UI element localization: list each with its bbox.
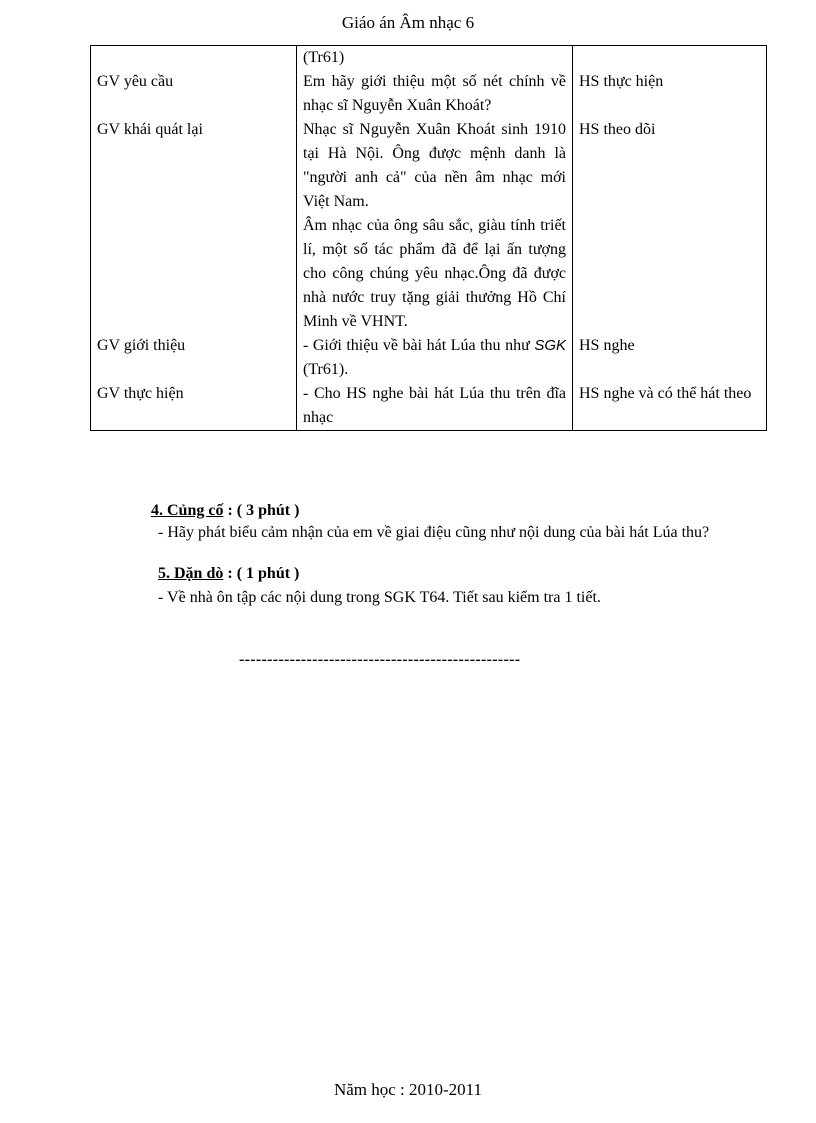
table-row — [91, 70, 767, 118]
teacher-cell: GV yêu cầu — [91, 70, 297, 118]
content-italic: SGK — [534, 337, 566, 354]
teacher-cell: GV giới thiệu — [91, 334, 297, 382]
section-5-heading — [158, 563, 816, 585]
teacher-cell: GV khái quát lại — [91, 118, 297, 334]
student-cell: HS theo dõi — [573, 118, 767, 334]
content-cell: Em hãy giới thiệu một số nét chính về nhạc sĩ Nguyễn Xuân Khoát? — [297, 70, 573, 118]
content-cell: - Cho HS nghe bài hát Lúa thu trên đĩa nhạc — [297, 382, 573, 431]
content-cell: (Tr61) — [297, 46, 573, 71]
table-row — [91, 334, 767, 382]
teacher-cell — [91, 46, 297, 71]
section-4-heading — [151, 500, 816, 522]
page-header: Giáo án Âm nhạc 6 — [341, 13, 475, 32]
teacher-cell: GV thực hiện — [91, 382, 297, 431]
content-cell — [297, 334, 573, 382]
lesson-table — [90, 45, 767, 431]
student-cell: HS nghe — [573, 334, 767, 382]
section-4-body: - Hãy phát biểu cảm nhận của em về giai điệu cũng như nội dung của bài hát Lúa thu? — [158, 524, 710, 541]
section-5-time: : ( 1 phút ) — [227, 565, 300, 582]
content-paragraph: Nhạc sĩ Nguyễn Xuân Khoát sinh 1910 tại Hà Nội. Ông được mệnh danh là "người anh cả" của nền âm nhạc mới Việt Nam. — [303, 121, 566, 210]
section-5-body: - Về nhà ôn tập các nội dung trong SGK T64. Tiết sau kiểm tra 1 tiết. — [158, 589, 601, 606]
section-4-time: : ( 3 phút ) — [227, 502, 300, 519]
section-4-title: 4. Củng cố — [151, 502, 224, 519]
student-cell: HS nghe và có thể hát theo — [573, 382, 767, 431]
table-row — [91, 382, 767, 431]
content-text-end: (Tr61). — [303, 361, 349, 378]
divider-line: -------------------------------------------------- — [239, 651, 521, 668]
content-text: - Giới thiệu về bài hát Lúa thu như — [303, 337, 530, 354]
page-footer: Năm học : 2010-2011 — [333, 1080, 483, 1099]
student-cell — [573, 46, 767, 71]
table-row — [91, 46, 767, 71]
content-cell — [297, 118, 573, 334]
content-paragraph: Âm nhạc của ông sâu sắc, giàu tính triết lí, một số tác phẩm đã để lại ấn tượng cho công chúng yêu nhạc.Ông đã được nhà nước truy tặng giải thưởng Hồ Chí Minh về VHNT. — [303, 217, 566, 330]
student-cell: HS thực hiện — [573, 70, 767, 118]
table-row — [91, 118, 767, 334]
section-5-title: 5. Dặn dò — [158, 565, 224, 582]
